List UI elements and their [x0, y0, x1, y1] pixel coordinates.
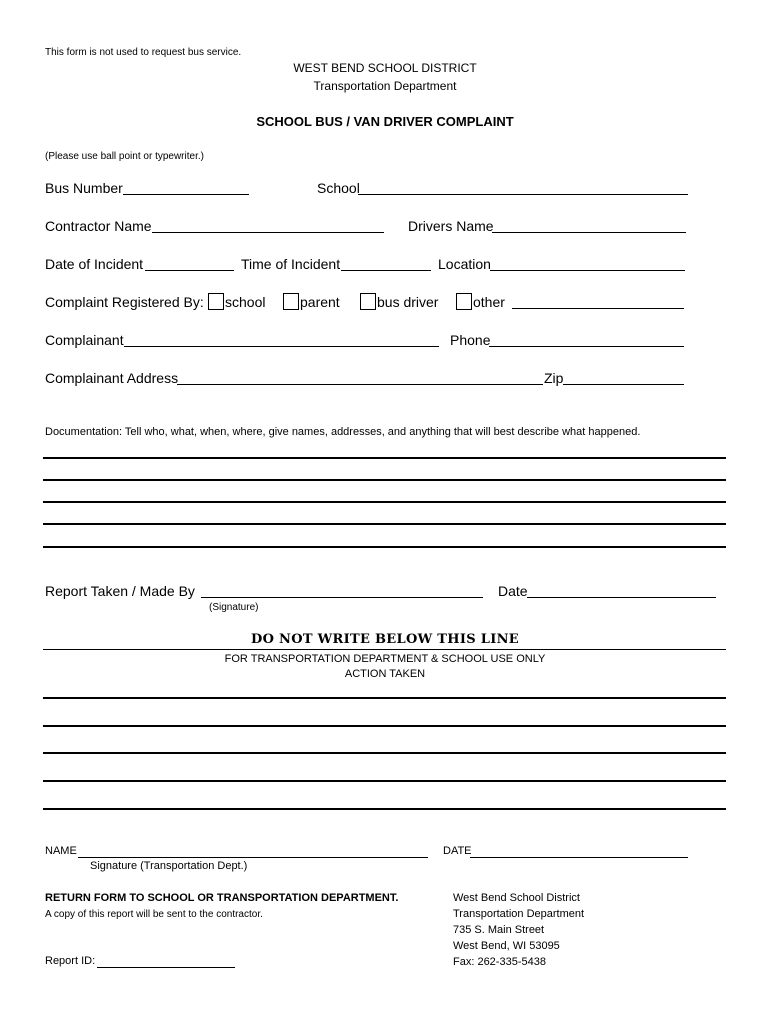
drivers-name-field[interactable] — [492, 232, 686, 233]
parent-checkbox[interactable] — [283, 293, 299, 310]
zip-label: Zip — [544, 370, 564, 386]
address-line: Transportation Department — [453, 908, 585, 920]
time-of-incident-label: Time of Incident — [241, 256, 341, 272]
address-line: Fax: 262-335-5438 — [453, 956, 546, 968]
parent-option-label: parent — [300, 294, 340, 310]
name-label: NAME — [45, 845, 77, 857]
bus-driver-option-label: bus driver — [377, 294, 439, 310]
documentation-line[interactable] — [43, 546, 726, 548]
contractor-name-label: Contractor Name — [45, 218, 152, 234]
department-name: Transportation Department — [313, 79, 457, 93]
form-notice: This form is not used to request bus service. — [45, 47, 242, 58]
report-taken-label: Report Taken / Made By — [45, 583, 195, 599]
date-of-incident-label: Date of Incident — [45, 256, 144, 272]
action-taken-heading: ACTION TAKEN — [344, 668, 426, 680]
contractor-name-field[interactable] — [152, 232, 384, 233]
other-option-label: other — [473, 294, 505, 310]
complainant-label: Complainant — [45, 332, 124, 348]
address-line: 735 S. Main Street — [453, 924, 545, 936]
complainant-address-label: Complainant Address — [45, 370, 179, 386]
action-taken-line[interactable] — [43, 780, 726, 782]
school-checkbox[interactable] — [208, 293, 224, 310]
footer-date-label: DATE — [443, 845, 472, 857]
copy-note: A copy of this report will be sent to the contractor. — [45, 909, 263, 920]
report-date-label: Date — [498, 583, 528, 599]
action-taken-line[interactable] — [43, 752, 726, 754]
bus-number-label: Bus Number — [45, 180, 123, 196]
report-date-field[interactable] — [527, 597, 716, 598]
other-field[interactable] — [512, 308, 684, 309]
date-of-incident-field[interactable] — [145, 270, 234, 271]
school-field[interactable] — [358, 194, 688, 195]
divider-line — [43, 649, 726, 650]
office-use-only-text: FOR TRANSPORTATION DEPARTMENT & SCHOOL USE ONLY — [224, 653, 546, 665]
signature-hint: (Signature) — [209, 602, 259, 613]
action-taken-line[interactable] — [43, 808, 726, 810]
address-line: West Bend School District — [453, 892, 580, 904]
footer-date-field[interactable] — [470, 857, 688, 858]
return-form-instruction: RETURN FORM TO SCHOOL OR TRANSPORTATION DEPARTMENT. — [45, 892, 399, 904]
time-of-incident-field[interactable] — [341, 270, 431, 271]
documentation-line[interactable] — [43, 457, 726, 459]
complainant-address-field[interactable] — [177, 384, 543, 385]
report-id-label: Report ID: — [45, 955, 96, 967]
do-not-write-warning: DO NOT WRITE BELOW THIS LINE — [251, 632, 519, 647]
phone-field[interactable] — [489, 346, 684, 347]
location-label: Location — [438, 256, 491, 272]
action-taken-line[interactable] — [43, 697, 726, 699]
complainant-field[interactable] — [124, 346, 439, 347]
drivers-name-label: Drivers Name — [408, 218, 494, 234]
documentation-instruction: Documentation: Tell who, what, when, where, give names, addresses, and anything that will best describe what happened. — [45, 426, 641, 438]
complaint-registered-by-label: Complaint Registered By: — [45, 294, 204, 310]
phone-label: Phone — [450, 332, 491, 348]
form-title: SCHOOL BUS / VAN DRIVER COMPLAINT — [256, 114, 514, 129]
name-signature-field[interactable] — [78, 857, 428, 858]
bus-number-field[interactable] — [123, 194, 249, 195]
location-field[interactable] — [490, 270, 685, 271]
instruction-text: (Please use ball point or typewriter.) — [45, 151, 204, 162]
other-checkbox[interactable] — [456, 293, 472, 310]
address-line: West Bend, WI 53095 — [453, 940, 560, 952]
transportation-signature-hint: Signature (Transportation Dept.) — [90, 860, 248, 872]
report-taken-signature-field[interactable] — [201, 597, 483, 598]
school-option-label: school — [225, 294, 266, 310]
zip-field[interactable] — [563, 384, 684, 385]
district-name: WEST BEND SCHOOL DISTRICT — [293, 61, 477, 75]
documentation-line[interactable] — [43, 479, 726, 481]
documentation-line[interactable] — [43, 501, 726, 503]
report-id-field[interactable] — [97, 967, 235, 968]
bus-driver-checkbox[interactable] — [360, 293, 376, 310]
documentation-line[interactable] — [43, 523, 726, 525]
action-taken-line[interactable] — [43, 725, 726, 727]
school-label: School — [317, 180, 360, 196]
